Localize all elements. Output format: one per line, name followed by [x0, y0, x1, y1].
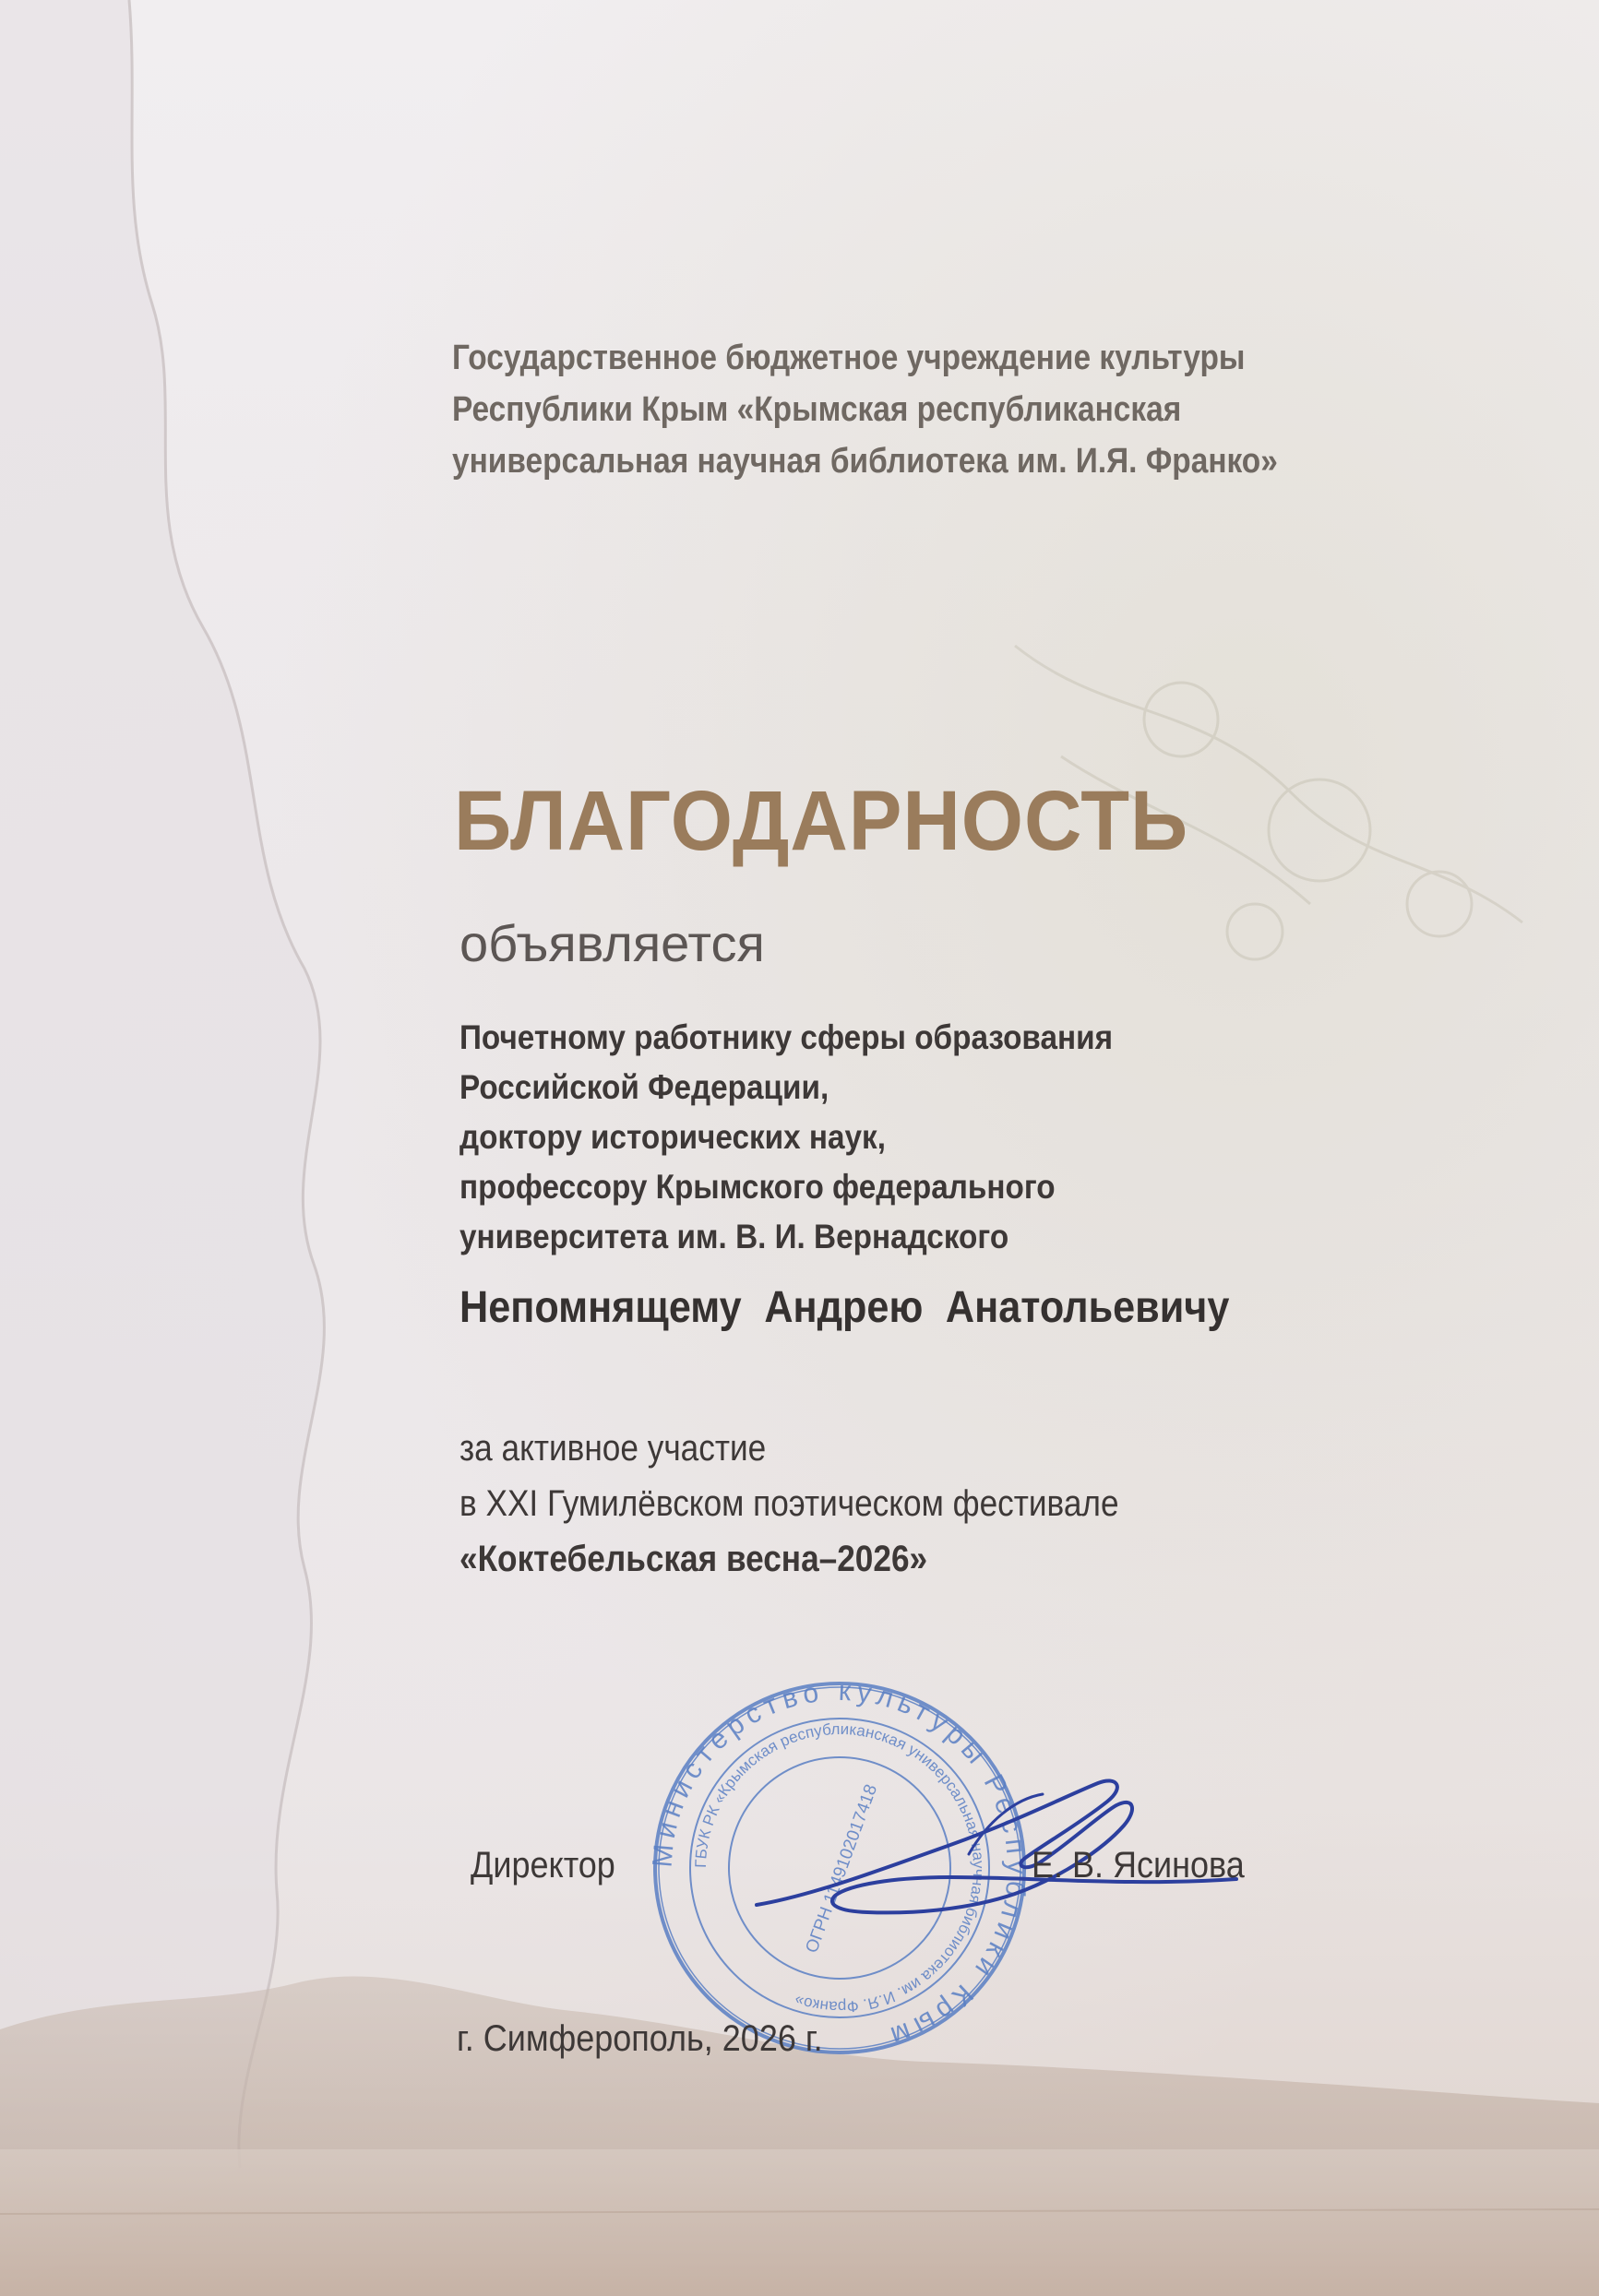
certificate-title: БЛАГОДАРНОСТЬ	[454, 774, 1189, 868]
recipient-line: доктору исторических наук,	[459, 1118, 886, 1156]
reason-line: за активное участие	[459, 1428, 767, 1469]
organization-line: Республики Крым «Крымская республиканская	[452, 390, 1182, 429]
reason-text	[459, 1421, 1119, 1587]
organization-name	[452, 332, 1278, 487]
stamp-middle-text: ГБУК РК «Крымская республиканская универсальная научная библиотека им. И.Я. Франко»	[691, 1719, 988, 2016]
place-date: г. Симферополь, 2026 г.	[457, 2018, 823, 2059]
stamp-outer-text: Министерство культуры Республики Крым	[647, 1675, 1032, 2053]
reason-line: в XXI Гумилёвском поэтическом фестивале	[459, 1483, 1119, 1524]
announce-text: объявляется	[459, 914, 765, 972]
signatory-name: Е. В. Ясинова	[1032, 1845, 1245, 1886]
recipient-line: университета им. В. И. Вернадского	[459, 1218, 1009, 1255]
organization-line: универсальная научная библиотека им. И.Я. Франко»	[452, 442, 1278, 481]
recipient-line: профессору Крымского федерального	[459, 1168, 1056, 1206]
signatory-title: Директор	[471, 1845, 615, 1886]
festival-name: «Коктебельская весна–2026»	[459, 1539, 928, 1579]
sea	[0, 2149, 1599, 2296]
stamp-center-text: ОГРН 1149102017418	[802, 1781, 882, 1956]
recipient-description	[459, 1013, 1113, 1262]
organization-line: Государственное бюджетное учреждение культуры	[452, 339, 1246, 377]
recipient-line: Российской Федерации,	[459, 1068, 829, 1106]
recipient-line: Почетному работнику сферы образования	[459, 1018, 1114, 1056]
recipient-name: Непомнящему Андрею Анатольевичу	[459, 1283, 1230, 1332]
